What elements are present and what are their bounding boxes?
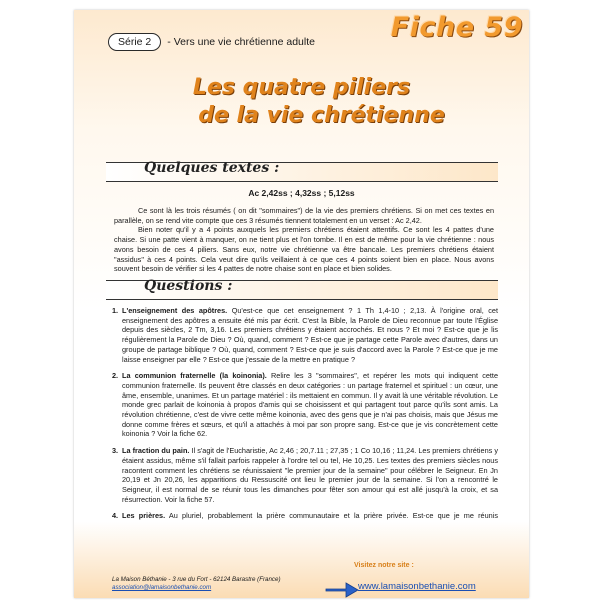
intro-paragraph-1: Ce sont là les trois résumés ( on dit "sommaires") de la vie des premiers chrétiens. Si on met ces textes en parallèle, on se rend vite compte que ces 3 résumés tiennent totalement en un verset : Ac 2,42. xyxy=(114,206,494,225)
footer-email-link[interactable]: association@lamaisonbethanie.com xyxy=(112,584,212,591)
question-text: Il s'agit de l'Eucharistie, Ac 2,46 ; 20,7.11 ; 27,35 ; 1 Co 10,16 ; 11,24. Les premiers chrétiens y étaient assidus, même s'il fallait parfois rappeler à l'ordre tel ou tel, He 10,25. Les textes des premiers siècles nous racontent comment les chrétiens se réunissaient "le premier jour de la semaine" pour célébrer le Seigneur. En Jn 20,19 et Jn 20,26, les apparitions du Ressuscité ont lieu le premier jour de la semaine. Si l'on a rencontré le Seigneur, il est normal de se réunir tous les dimanches pour fêter son amour qui est allé jusqu'à la croix, et sa résurrection. Voir la fiche 57. xyxy=(122,446,498,504)
question-item xyxy=(112,306,498,364)
question-text: Au pluriel, probablement la prière communautaire et la prière privée. Est-ce que je me réunis xyxy=(168,511,498,521)
document-page xyxy=(74,10,529,598)
question-number: 4. xyxy=(112,511,119,521)
question-heading: La fraction du pain. xyxy=(122,446,190,456)
question-heading: Les prières. xyxy=(122,511,166,521)
question-text: Qu'est-ce que cet enseignement ? 1 Th 1,4-10 ; 2,13. À l'origine oral, cet enseignement des apôtres a ensuite été mis par écrit. C'est la Bible, la Parole de Dieu reconnue par toute l'Église depuis des siècles, 2 Tm, 3,16. Les premiers chrétiens y étaient accrochés. Et nous ? Et moi ? Est-ce que je lis régulièrement la Parole de Dieu ? Où, quand, comment ? Est-ce que je partage cette Parole avec d'autres, dans un groupe de partage biblique ? Où, quand, comment ? Est-ce que je suis d'accord avec la Parole ? Est-ce que je me laisse enseigner par elle ? Est-ce que j'essaie de la mettre en pratique ? xyxy=(122,306,498,364)
section-bar-texts xyxy=(106,162,498,182)
title-line-2: de la vie chrétienne xyxy=(198,103,445,128)
title-line-1: Les quatre piliers xyxy=(192,75,411,100)
questions-list xyxy=(112,306,498,538)
question-number: 3. xyxy=(112,446,119,456)
question-heading: L'enseignement des apôtres. xyxy=(122,306,228,315)
series-subtitle: - Vers une vie chrétienne adulte xyxy=(167,36,315,48)
question-number: 1. xyxy=(112,306,119,315)
section-bar-questions xyxy=(106,280,498,300)
question-item xyxy=(112,446,498,504)
intro-text xyxy=(114,206,494,274)
footer-address-block xyxy=(112,576,281,592)
page-footer xyxy=(74,522,529,598)
question-number: 2. xyxy=(112,371,119,381)
fiche-number: Fiche 59 xyxy=(390,12,523,43)
question-text: Relire les 3 "sommaires", et repérer les mots qui indiquent cette communion fraternelle. Ils peuvent être classés en deux catégories : un partage fraternel et spirituel : un cœur, une âme, ensemble, unanimes. Et un partage matériel : ils mettaient en commun. Il y avait là une véritable révolution. Le monde grec parlait de koinonia à propos d'amis qui se choisissent et qui partagent tout parce qu'ils sont amis. La révolution chrétienne, c'est de vivre cette même koinonia, avec des gens que je n'ai pas choisis, mais que Jésus me donne comme frères et sœurs, et qu'il a attachés à moi par son propre sang. Est-ce que je vis concrètement cette koinonia ? Voir la fiche 62. xyxy=(122,371,499,439)
arrow-icon xyxy=(324,577,360,598)
series-header xyxy=(108,33,315,51)
series-badge: Série 2 xyxy=(108,33,161,51)
bible-references: Ac 2,42ss ; 4,32ss ; 5,12ss xyxy=(248,188,355,198)
section-label-texts: Quelques textes : xyxy=(144,160,280,176)
footer-address: La Maison Béthanie - 3 rue du Fort - 62124 Barastre (France) xyxy=(112,576,281,583)
visit-label: Visitez notre site : xyxy=(354,562,414,569)
question-item xyxy=(112,371,498,439)
question-heading: La communion fraternelle (la koinonia). xyxy=(122,371,267,381)
page-title xyxy=(74,74,529,130)
section-label-questions: Questions : xyxy=(144,278,233,294)
intro-paragraph-2: Bien noter qu'il y a 4 points auxquels les premiers chrétiens étaient attentifs. Ce sont les 4 pattes d'une chaise. Si une patte vient à manquer, on ne tient plus et l'on tombe. Il en est de même pour la vie chrétienne : nous avons besoin de ces 4 piliers. Sans eux, notre vie chrétienne va être bancale. Les premiers chrétiens étaient "assidus" à ces 4 points. Cela veut dire qu'ils veillaient à ce que ces 4 points soient bien en place. Nous avons souvent besoin de vérifier si les 4 pattes de notre chaise sont en place et bien solides. xyxy=(114,225,494,274)
website-link[interactable]: www.lamaisonbethanie.com xyxy=(358,581,476,592)
